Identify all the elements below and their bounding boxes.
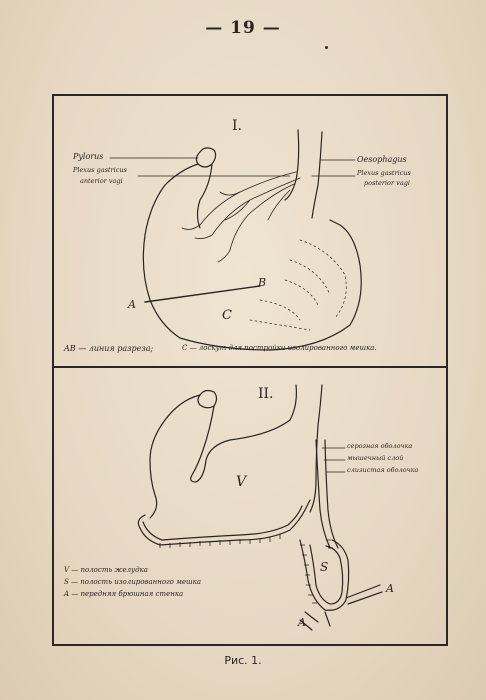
panel-2-number: II.	[258, 386, 274, 402]
label-plexus-posterior-2: posterior vagi	[364, 179, 410, 187]
legend-v: V — полость желудка	[64, 566, 148, 574]
label-plexus-anterior: Plexus gastricus	[73, 166, 127, 174]
legend-ab: AB — линия разреза;	[64, 344, 154, 353]
label-plexus-posterior: Plexus gastricus	[357, 169, 411, 177]
label-a-left: A	[298, 616, 306, 629]
label-oesophagus: Oesophagus	[357, 155, 407, 164]
label-point-b: B	[258, 276, 267, 289]
label-pylorus: Pylorus	[73, 152, 104, 161]
label-a-right: A	[386, 582, 394, 595]
legend-c: C — лоскут для постройки изолированного мешка.	[182, 344, 377, 352]
legend-a: A — передняя брюшная стенка	[64, 590, 184, 598]
label-muscular: мышечный слой	[347, 454, 404, 462]
legend-s: S — полость изолированного мешка	[64, 578, 202, 586]
panel-1-number: I.	[232, 118, 242, 134]
figure-caption: Рис. 1.	[224, 654, 262, 667]
ink-spot	[325, 46, 328, 49]
label-v: V	[236, 474, 247, 490]
label-point-a: A	[128, 298, 136, 311]
label-mucous: слизистая оболочка	[347, 466, 419, 474]
label-serous: серозная оболочка	[347, 442, 413, 450]
label-s: S	[320, 560, 329, 574]
label-plexus-anterior-2: anterior vagi	[80, 177, 123, 185]
label-point-c: C	[222, 308, 232, 323]
page-number: — 19 —	[205, 18, 281, 38]
